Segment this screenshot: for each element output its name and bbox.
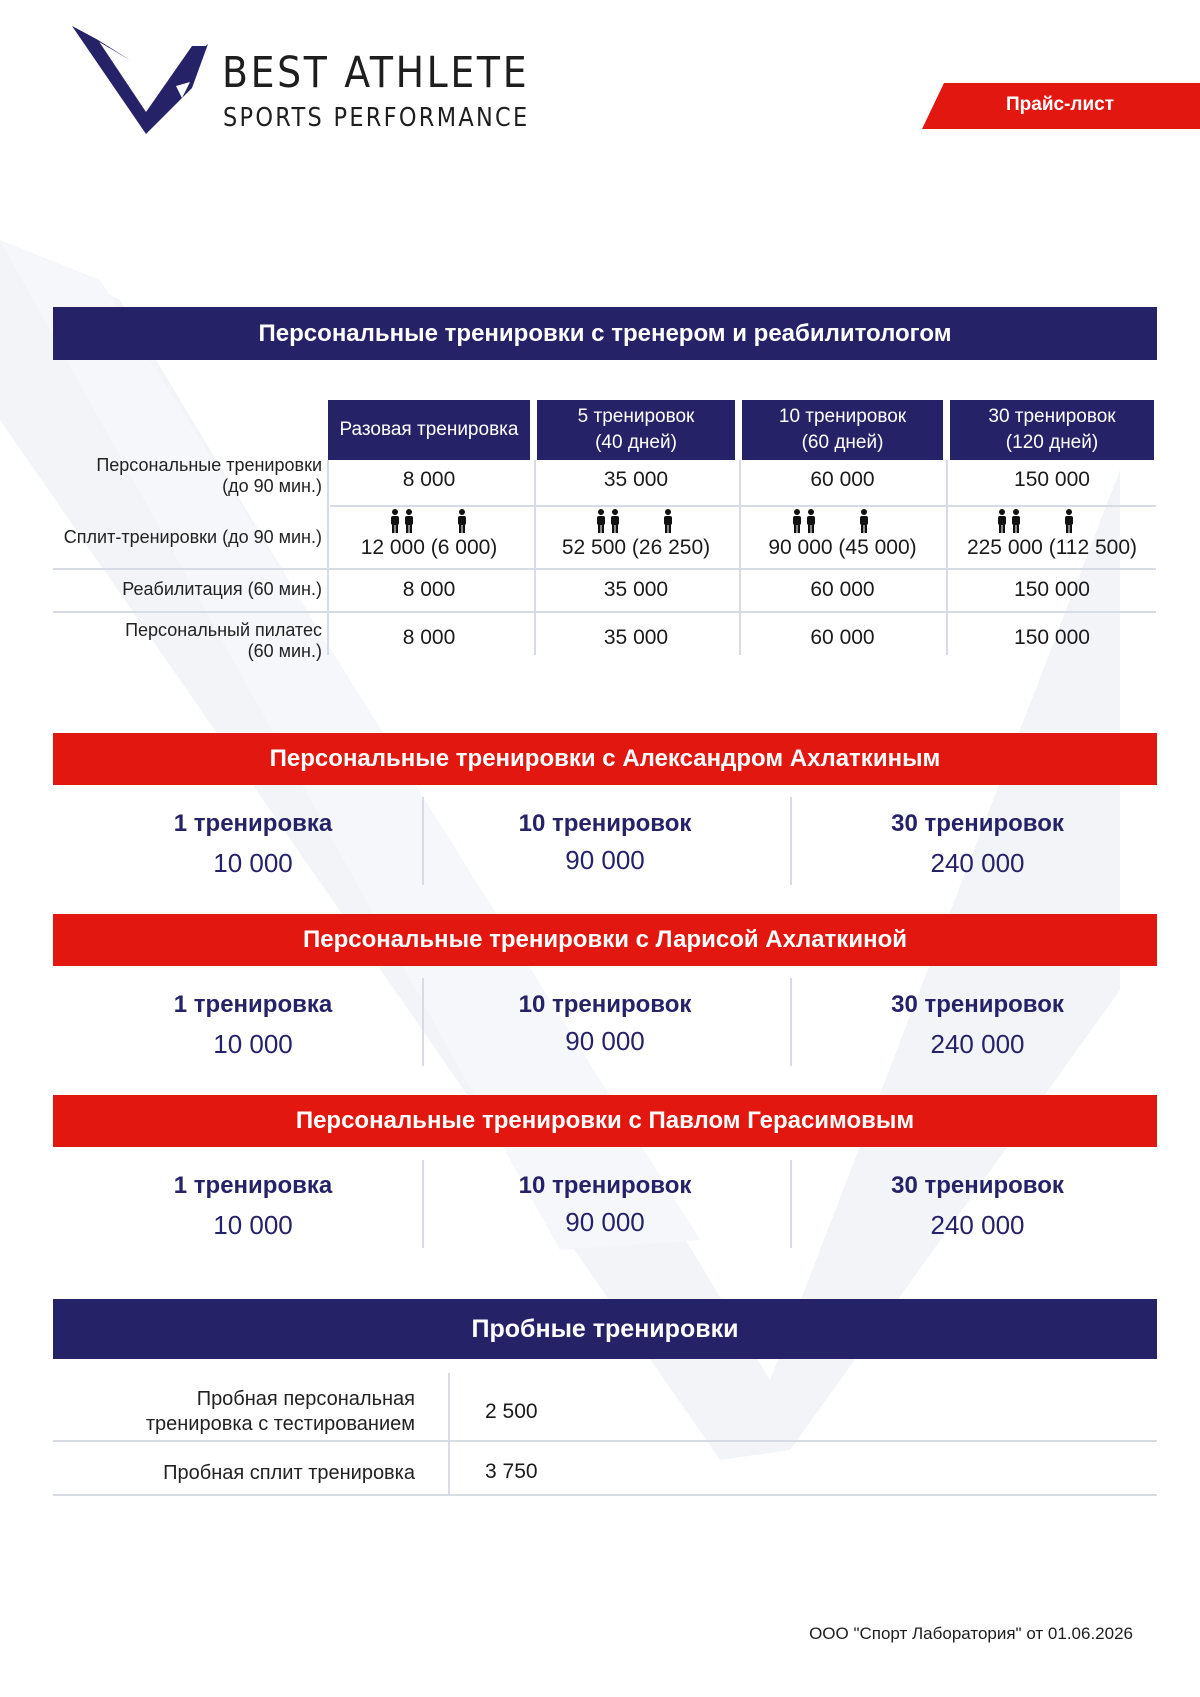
split-icons (790, 509, 871, 533)
price-cell: 35 000 (603, 578, 669, 601)
price-cell: 150 000 (1014, 468, 1090, 491)
price-cell: 60 000 (810, 578, 875, 601)
package-price: 10 000 (213, 848, 293, 878)
split-icons (995, 509, 1076, 533)
package-price: 90 000 (565, 1207, 645, 1237)
table-divider (739, 460, 741, 655)
package-name: 10 тренировок (518, 991, 692, 1018)
two-people-icon (594, 509, 624, 533)
trial-label: Пробная сплит тренировка (163, 1462, 415, 1484)
row-label: Сплит-тренировки (до 90 мин.) (63, 527, 322, 547)
package-price: 90 000 (565, 845, 645, 875)
brand-name: BEST ATHLETE (222, 48, 530, 98)
package-name: 10 тренировок (518, 1172, 692, 1199)
two-people-icon (388, 509, 418, 533)
price-cell: 52 500 (26 250) (561, 536, 711, 559)
person-icon (661, 509, 675, 533)
price-cell: 90 000 (45 000) (768, 536, 917, 559)
price-cell: 8 000 (402, 626, 456, 649)
trial-label: Пробная персональная тренировка с тестированием (145, 1388, 415, 1435)
column-header: 10 тренировок (60 дней) (742, 400, 943, 460)
table-divider (53, 1494, 1157, 1496)
divider (790, 978, 792, 1066)
package-name: 1 тренировка (173, 810, 333, 837)
person-icon (1062, 509, 1076, 533)
section-title-trial: Пробные тренировки (53, 1299, 1157, 1359)
divider (422, 978, 424, 1066)
divider (790, 1160, 792, 1248)
table-divider (448, 1373, 450, 1496)
package-name: 10 тренировок (518, 810, 692, 837)
brand-tagline: SPORTS PERFORMANCE (223, 103, 530, 133)
package-name: 30 тренировок (891, 810, 1064, 837)
section-title-trainer: Персональные тренировки с Александром Ахлаткиным (53, 733, 1157, 785)
price-cell: 8 000 (402, 578, 456, 601)
divider (422, 797, 424, 885)
column-header: 5 тренировок (40 дней) (537, 400, 735, 460)
package-name: 30 тренировок (891, 991, 1064, 1018)
price-cell: 35 000 (603, 626, 669, 649)
split-icons (594, 509, 675, 533)
two-people-icon (995, 509, 1025, 533)
footer-text: ООО "Спорт Лаборатория" от 01.06.2026 (809, 1624, 1133, 1643)
package-price: 240 000 (930, 1029, 1025, 1059)
package-price: 240 000 (930, 1210, 1025, 1240)
price-cell: 35 000 (603, 468, 669, 491)
price-cell: 225 000 (112 500) (966, 536, 1138, 559)
row-label: Реабилитация (60 мин.) (122, 579, 322, 599)
person-icon (857, 509, 871, 533)
package-name: 1 тренировка (173, 1172, 333, 1199)
table-divider (534, 460, 536, 655)
package-name: 1 тренировка (173, 991, 333, 1018)
price-cell: 150 000 (1014, 626, 1090, 649)
package-price: 10 000 (213, 1029, 293, 1059)
divider (790, 797, 792, 885)
price-cell: 8 000 (402, 468, 456, 491)
person-icon (455, 509, 469, 533)
price-cell: 12 000 (6 000) (360, 536, 498, 559)
column-header: 30 тренировок (120 дней) (950, 400, 1154, 460)
table-divider (330, 505, 1156, 507)
table-divider (946, 460, 948, 655)
table-divider (53, 611, 1156, 613)
two-people-icon (790, 509, 820, 533)
trial-price: 2 500 (485, 1400, 538, 1423)
price-cell: 60 000 (810, 468, 875, 491)
divider (422, 1160, 424, 1248)
package-price: 240 000 (930, 848, 1025, 878)
row-label: Персональный пилатес (60 мин.) (125, 620, 322, 661)
logo-mark (70, 26, 210, 136)
row-label: Персональные тренировки (до 90 мин.) (96, 455, 322, 496)
split-icons (388, 509, 469, 533)
table-divider (53, 1440, 1157, 1442)
package-price: 90 000 (565, 1026, 645, 1056)
price-cell: 150 000 (1014, 578, 1090, 601)
price-tag-label: Прайс-лист (1005, 94, 1115, 115)
price-cell: 60 000 (810, 626, 875, 649)
column-header: Разовая тренировка (328, 400, 530, 460)
table-divider (53, 568, 1156, 570)
table-divider (327, 460, 329, 655)
trial-price: 3 750 (485, 1460, 538, 1483)
section-title-trainer: Персональные тренировки с Павлом Герасимовым (53, 1095, 1157, 1147)
section-title-main: Персональные тренировки с тренером и реабилитологом (53, 307, 1157, 360)
package-price: 10 000 (213, 1210, 293, 1240)
section-title-trainer: Персональные тренировки с Ларисой Ахлаткиной (53, 914, 1157, 966)
package-name: 30 тренировок (891, 1172, 1064, 1199)
